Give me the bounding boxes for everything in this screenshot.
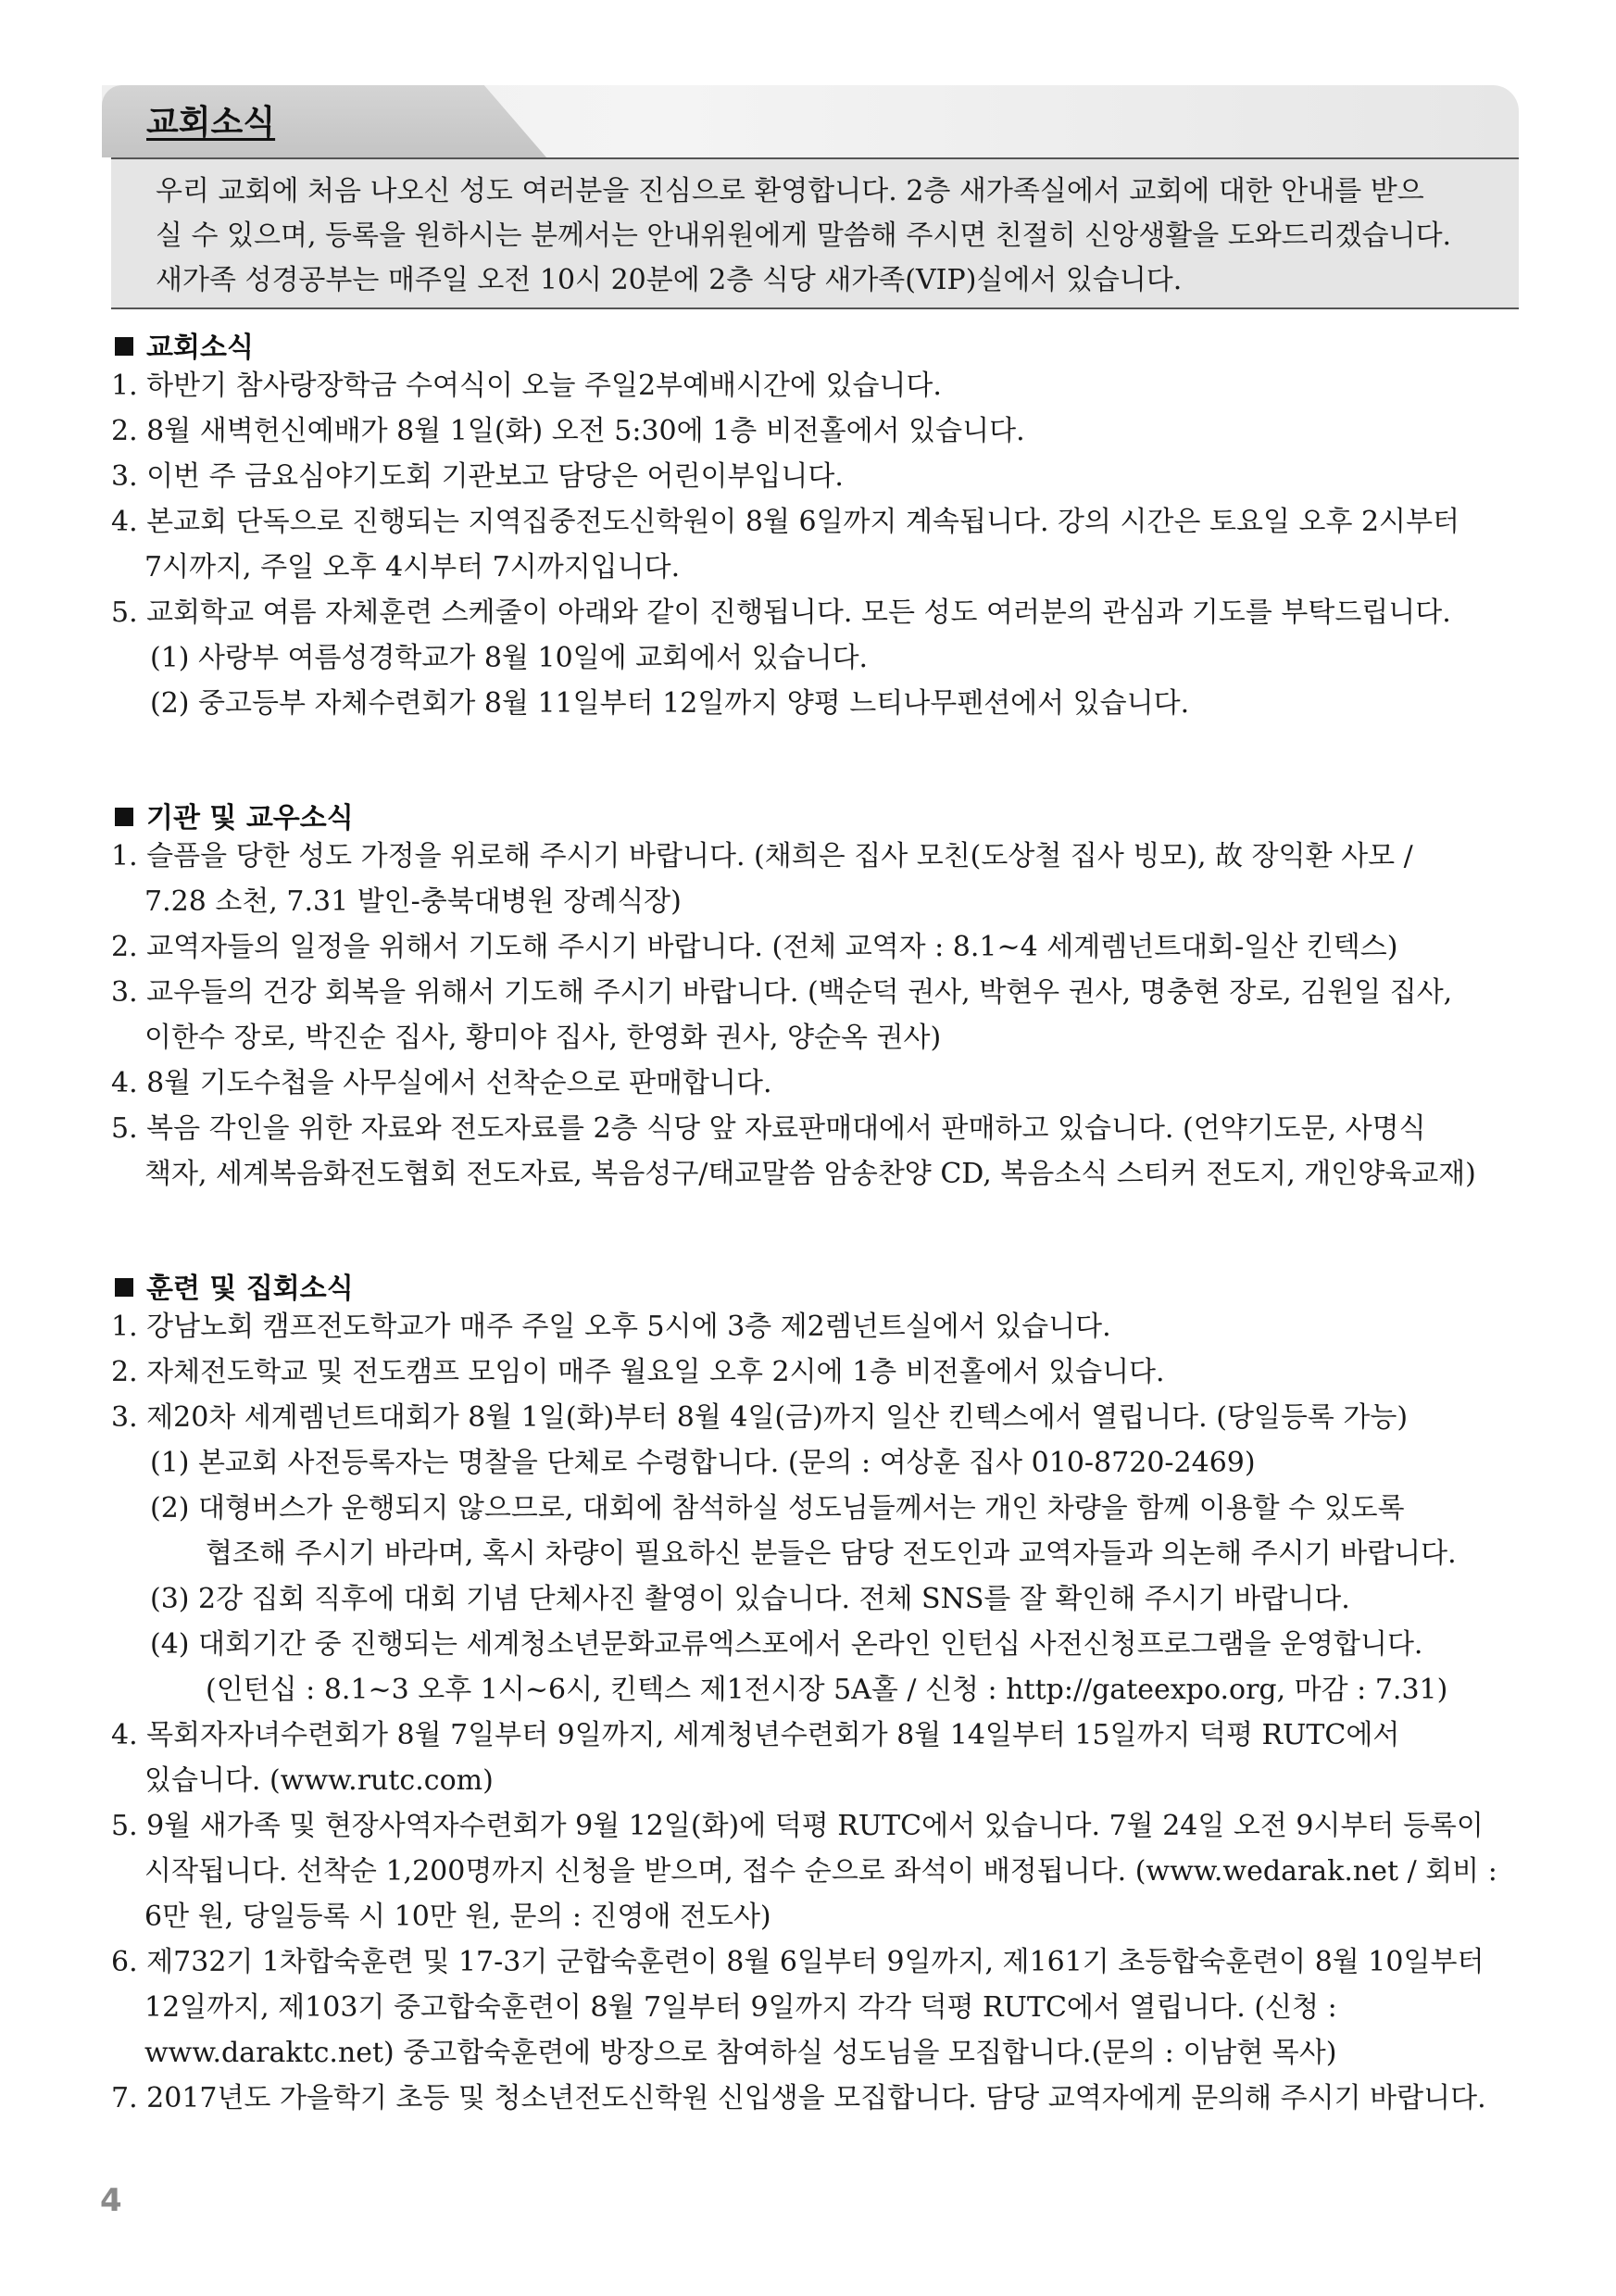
welcome-box bbox=[111, 157, 1519, 309]
list-item: 1. 하반기 참사랑장학금 수여식이 오늘 주일2부예배시간에 있습니다. bbox=[111, 370, 942, 402]
list-item-continuation: 이한수 장로, 박진순 집사, 황미야 집사, 한영화 권사, 양순옥 권사) bbox=[144, 1022, 942, 1054]
list-item-continuation: 6만 원, 당일등록 시 10만 원, 문의 : 진영애 전도사) bbox=[144, 1901, 771, 1933]
welcome-line: 우리 교회에 처음 나오신 성도 여러분을 진심으로 환영합니다. 2층 새가족실에서 교회에 대한 안내를 받으 bbox=[156, 175, 1424, 207]
list-item-continuation: 시작됩니다. 선착순 1,200명까지 신청을 받으며, 접수 순으로 좌석이 배정됩니다. (www.wedarak.net / 회비 : bbox=[144, 1855, 1497, 1888]
list-item: 3. 제20차 세계렘넌트대회가 8월 1일(화)부터 8월 4일(금)까지 일산 킨텍스에서 열립니다. (당일등록 가능) bbox=[111, 1401, 1409, 1434]
list-item-continuation: www.daraktc.net) 중고합숙훈련에 방장으로 참여하실 성도님을 모집합니다.(문의 : 이남현 목사) bbox=[144, 2037, 1337, 2069]
section-title: 교회소식 bbox=[146, 332, 254, 364]
list-item: 2. 자체전도학교 및 전도캠프 모임이 매주 월요일 오후 2시에 1층 비전홀에서 있습니다. bbox=[111, 1356, 1165, 1388]
section-title: 훈련 및 집회소식 bbox=[146, 1273, 354, 1305]
list-item: 1. 강남노회 캠프전도학교가 매주 주일 오후 5시에 3층 제2렘넌트실에서 있습니다. bbox=[111, 1311, 1111, 1343]
list-item-continuation: 책자, 세계복음화전도협회 전도자료, 복음성구/태교말씀 암송찬양 CD, 복음소식 스티커 전도지, 개인양육교재) bbox=[144, 1158, 1476, 1190]
section-header bbox=[102, 85, 1519, 157]
list-item: 3. 이번 주 금요심야기도회 기관보고 담당은 어린이부입니다. bbox=[111, 460, 844, 493]
list-item-continuation: 7시까지, 주일 오후 4시부터 7시까지입니다. bbox=[144, 551, 681, 583]
list-item: 4. 목회자자녀수련회가 8월 7일부터 9일까지, 세계청년수련회가 8월 14일부터 15일까지 덕평 RUTC에서 bbox=[111, 1719, 1400, 1751]
list-item: 7. 2017년도 가을학기 초등 및 청소년전도신학원 신입생을 모집합니다. 담당 교역자에게 문의해 주시기 바랍니다. bbox=[111, 2082, 1486, 2114]
list-item-continuation: 7.28 소천, 7.31 발인-충북대병원 장례식장) bbox=[144, 885, 682, 918]
section-title: 기관 및 교우소식 bbox=[146, 802, 354, 834]
list-item-continuation: 12일까지, 제103기 중고합숙훈련이 8월 7일부터 9일까지 각각 덕평 RUTC에서 열립니다. (신청 : bbox=[144, 1991, 1337, 2024]
sub-list-item: (2) 중고등부 자체수련회가 8월 11일부터 12일까지 양평 느티나무펜션에서 있습니다. bbox=[150, 687, 1190, 720]
sub-list-item-continuation: 협조해 주시기 바라며, 혹시 차량이 필요하신 분들은 담당 전도인과 교역자들과 의논해 주시기 바랍니다. bbox=[206, 1537, 1457, 1570]
sub-list-item: (3) 2강 집회 직후에 대회 기념 단체사진 촬영이 있습니다. 전체 SNS를 잘 확인해 주시기 바랍니다. bbox=[150, 1583, 1350, 1615]
sub-list-item-continuation: (인턴십 : 8.1~3 오후 1시~6시, 킨텍스 제1전시장 5A홀 / 신청 : http://gateexpo.org, 마감 : 7.31) bbox=[206, 1674, 1448, 1706]
welcome-line: 새가족 성경공부는 매주일 오전 10시 20분에 2층 식당 새가족(VIP)실에서 있습니다. bbox=[156, 264, 1183, 296]
page-number: 4 bbox=[100, 2182, 122, 2219]
list-item-continuation: 있습니다. (www.rutc.com) bbox=[144, 1764, 494, 1797]
square-bullet-icon bbox=[115, 808, 133, 826]
welcome-line: 실 수 있으며, 등록을 원하시는 분께서는 안내위원에게 말씀해 주시면 친절히 신앙생활을 도와드리겠습니다. bbox=[156, 220, 1452, 252]
square-bullet-icon bbox=[115, 337, 133, 356]
section-heading-church-news bbox=[115, 324, 254, 365]
list-item: 1. 슬픔을 당한 성도 가정을 위로해 주시기 바랍니다. (채희은 집사 모친(도상철 집사 빙모), 故 장익환 사모 / bbox=[111, 840, 1413, 872]
list-item: 5. 9월 새가족 및 현장사역자수련회가 9월 12일(화)에 덕평 RUTC에서 있습니다. 7월 24일 오전 9시부터 등록이 bbox=[111, 1810, 1484, 1842]
sub-list-item: (1) 본교회 사전등록자는 명찰을 단체로 수령합니다. (문의 : 여상훈 집사 010-8720-2469) bbox=[150, 1447, 1256, 1479]
square-bullet-icon bbox=[115, 1278, 133, 1297]
sub-list-item: (4) 대회기간 중 진행되는 세계청소년문화교류엑스포에서 온라인 인턴십 사전신청프로그램을 운영합니다. bbox=[150, 1628, 1423, 1661]
list-item: 2. 교역자들의 일정을 위해서 기도해 주시기 바랍니다. (전체 교역자 : 8.1~4 세계렘넌트대회-일산 킨텍스) bbox=[111, 931, 1398, 963]
sub-list-item: (1) 사랑부 여름성경학교가 8월 10일에 교회에서 있습니다. bbox=[150, 642, 869, 674]
list-item: 2. 8월 새벽헌신예배가 8월 1일(화) 오전 5:30에 1층 비전홀에서 있습니다. bbox=[111, 415, 1025, 447]
list-item: 3. 교우들의 건강 회복을 위해서 기도해 주시기 바랍니다. (백순덕 권사, 박현우 권사, 명충현 장로, 김원일 집사, bbox=[111, 976, 1453, 1009]
list-item: 5. 복음 각인을 위한 자료와 전도자료를 2층 식당 앞 자료판매대에서 판매하고 있습니다. (언약기도문, 사명식 bbox=[111, 1112, 1426, 1145]
sub-list-item: (2) 대형버스가 운행되지 않으므로, 대회에 참석하실 성도님들께서는 개인 차량을 함께 이용할 수 있도록 bbox=[150, 1492, 1405, 1524]
list-item: 4. 본교회 단독으로 진행되는 지역집중전도신학원이 8월 6일까지 계속됩니다. 강의 시간은 토요일 오후 2시부터 bbox=[111, 506, 1459, 538]
list-item: 4. 8월 기도수첩을 사무실에서 선착순으로 판매합니다. bbox=[111, 1067, 772, 1099]
section-heading-member-news bbox=[115, 795, 354, 835]
section-heading-training-news bbox=[115, 1265, 354, 1306]
page-title: 교회소식 bbox=[146, 104, 276, 142]
list-item: 6. 제732기 1차합숙훈련 및 17-3기 군합숙훈련이 8월 6일부터 9일까지, 제161기 초등합숙훈련이 8월 10일부터 bbox=[111, 1946, 1484, 1978]
list-item: 5. 교회학교 여름 자체훈련 스케줄이 아래와 같이 진행됩니다. 모든 성도 여러분의 관심과 기도를 부탁드립니다. bbox=[111, 596, 1451, 629]
